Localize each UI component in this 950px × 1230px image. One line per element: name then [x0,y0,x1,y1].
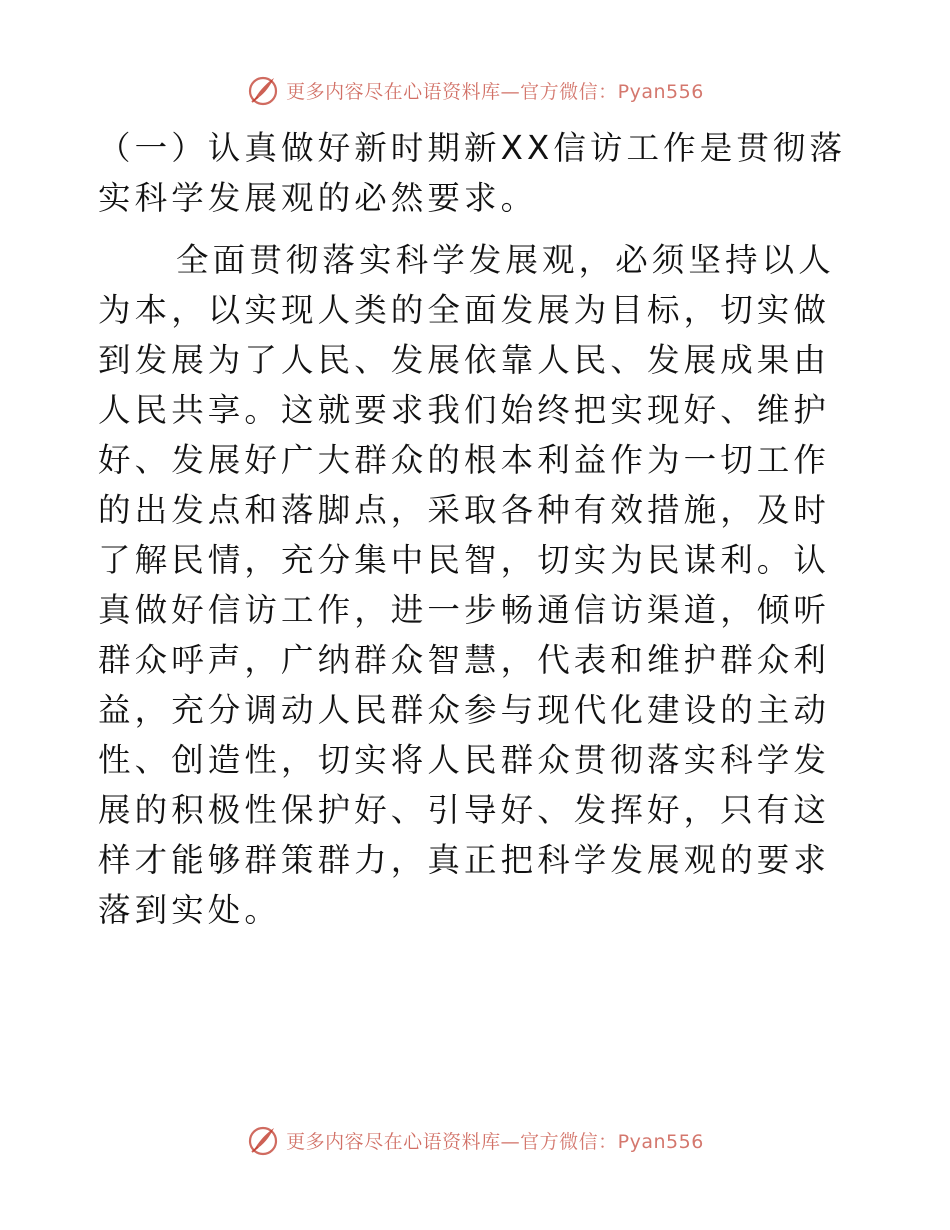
header-banner-left-text: 更多内容尽在心语资料库 [286,80,501,103]
footer-watermark-banner [0,1120,950,1160]
body-paragraph: 全面贯彻落实科学发展观，必须坚持以人为本，以实现人类的全面发展为目标，切实做到发展为了人民、发展依靠人民、发展成果由人民共享。这就要求我们始终把实现好、维护好、发展好广大群众的根本利益作为一切工作的出发点和落脚点，采取各种有效措施，及时了解民情，充分集中民智，切实为民谋利。认真做好信访工作，进一步畅通信访渠道，倾听群众呼声，广纳群众智慧，代表和维护群众利益，充分调动人民群众参与现代化建设的主动性、创造性，切实将人民群众贯彻落实科学发展的积极性保护好、引导好、发挥好，只有这样才能够群策群力，真正把科学发展观的要求落到实处。 [98,241,835,929]
header-banner-dash: — [500,80,521,103]
footer-banner-text [286,1127,704,1154]
header-watermark-banner [0,70,950,110]
quill-logo-icon [246,1123,280,1157]
quill-logo-icon [246,73,280,107]
section-heading: （一）认真做好新时期新XX信访工作是贯彻落实科学发展观的必然要求。 [98,129,847,217]
header-banner-wechat-text: 官方微信：Pyan556 [520,80,704,103]
footer-banner-wechat-text: 官方微信：Pyan556 [520,1130,704,1153]
header-banner-text [286,77,704,104]
footer-banner-dash: — [500,1130,521,1153]
footer-banner-left-text: 更多内容尽在心语资料库 [286,1130,501,1153]
document-body [98,123,854,935]
